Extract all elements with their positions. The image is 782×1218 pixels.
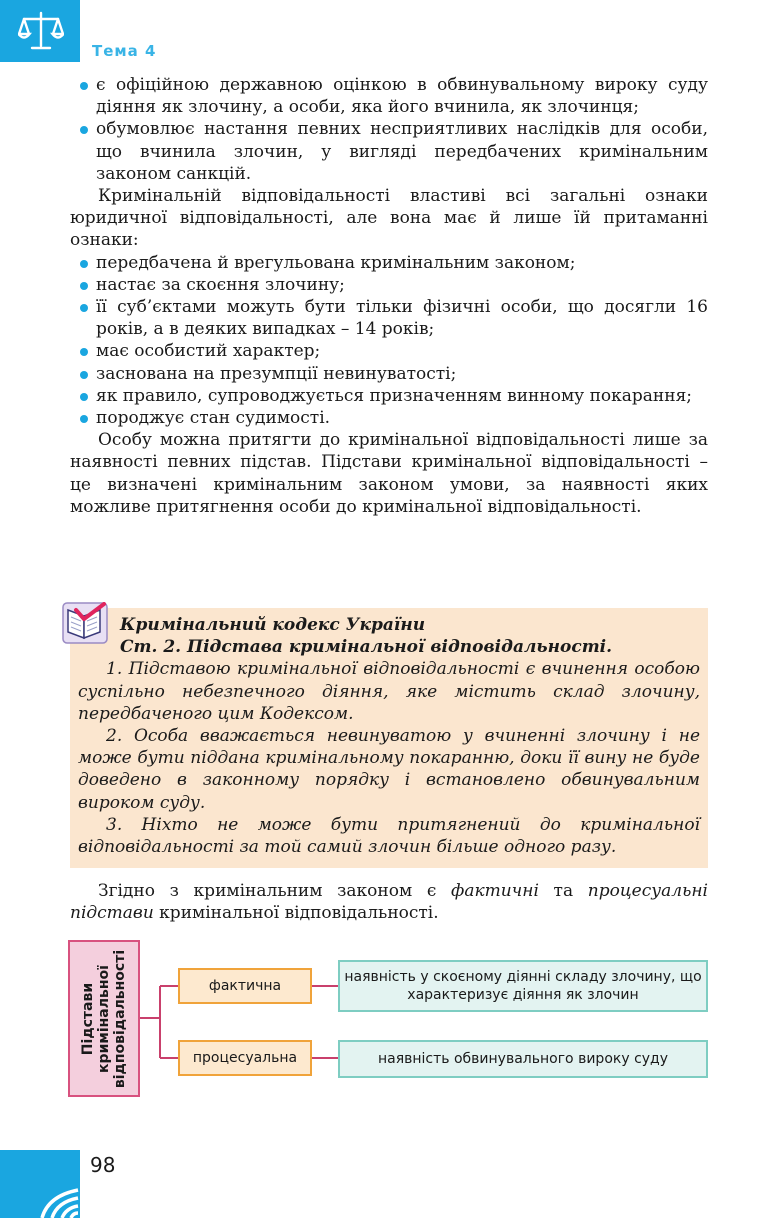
list-item: обумовлює настання певних несприятливих наслідків для особи, що вчинила злочин, у вигляді передбачених кримінальним законом санкцій. [70, 118, 708, 185]
branch-procedural-box [178, 1040, 312, 1076]
diagram-root-label: Підстави кримінальної відповідальності [80, 949, 128, 1088]
code-title: Кримінальний кодекс України [120, 615, 426, 635]
branch-description: наявність у скоєному діянні складу злочину, що характеризує діяння як злочин [344, 969, 702, 1003]
code-article: Ст. 2. Підстава кримінальної відповідальності. [120, 637, 613, 658]
branch-label: фактична [208, 978, 282, 994]
bullet-list-1 [70, 74, 708, 185]
footer-tab [0, 1150, 80, 1218]
list-item: настає за скоєння злочину; [70, 274, 708, 296]
code-excerpt-box [70, 608, 708, 868]
grounds-diagram [0, 930, 782, 1100]
list-item: породжує стан судимості. [70, 407, 708, 429]
topic-label: Тема 4 [92, 42, 157, 60]
paragraph-grounds: Згідно з кримінальним законом є фактичні та процесуальні підстави кримінальної відповідальності. [70, 881, 708, 924]
signal-arcs-icon [0, 1150, 80, 1218]
code-item: 3. Ніхто не може бути притягнений до кримінальної відповідальності за той самий злочин більше одного разу. [78, 814, 700, 858]
paragraph: Кримінальній відповідальності властиві всі загальні ознаки юридичної відповідальності, але вона має й лише їй притаманні ознаки: [70, 186, 708, 251]
list-item: як правило, супроводжується призначенням винному покарання; [70, 385, 708, 407]
branch-factual-description [338, 960, 708, 1012]
paragraph: Особу можна притягти до кримінальної відповідальності лише за наявності певних підстав. Підстави кримінальної відповідальності – це визначені кримінальним законом умови, за наявності яких можливе притягнення особи до кримінальної відповідальності. [70, 430, 708, 517]
term-factual: фактичні [451, 881, 539, 901]
list-item: є офіційною державною оцінкою в обвинувальному вироку суду діяння як злочину, а особи, яка його вчинила, як злочинця; [70, 74, 708, 118]
header-tab [0, 0, 80, 62]
page-number: 98 [90, 1153, 116, 1177]
branch-factual-box [178, 968, 312, 1004]
list-item: її суб’єктами можуть бути тільки фізичні особи, що досягли 16 років, а в деяких випадках – 14 років; [70, 296, 708, 340]
list-item: передбачена й врегульована кримінальним законом; [70, 252, 708, 274]
code-item: 1. Підставою кримінальної відповідальності є вчинення особою суспільно небезпечного діяння, яке містить склад злочину, передбаченого цим Кодексом. [78, 659, 700, 724]
list-item: заснована на презумпції невинуватості; [70, 363, 708, 385]
code-item: 2. Особа вважається невинуватою у вчиненні злочину і не може бути піддана кримінальному покаранню, доки її вину не буде доведено в законному порядку і встановлено обвинувальним вироком суду. [78, 726, 700, 813]
branch-procedural-description [338, 1040, 708, 1078]
main-text [70, 74, 708, 518]
bullet-list-2 [70, 252, 708, 430]
branch-description: наявність обвинувального вироку суду [377, 1051, 669, 1067]
term-procedural: процесуальні підстави [70, 881, 708, 924]
list-item: має особистий характер; [70, 340, 708, 362]
branch-label: процесуальна [192, 1050, 298, 1066]
book-checkmark-icon [62, 602, 110, 646]
scales-icon [18, 10, 64, 52]
diagram-root-box [68, 940, 140, 1097]
